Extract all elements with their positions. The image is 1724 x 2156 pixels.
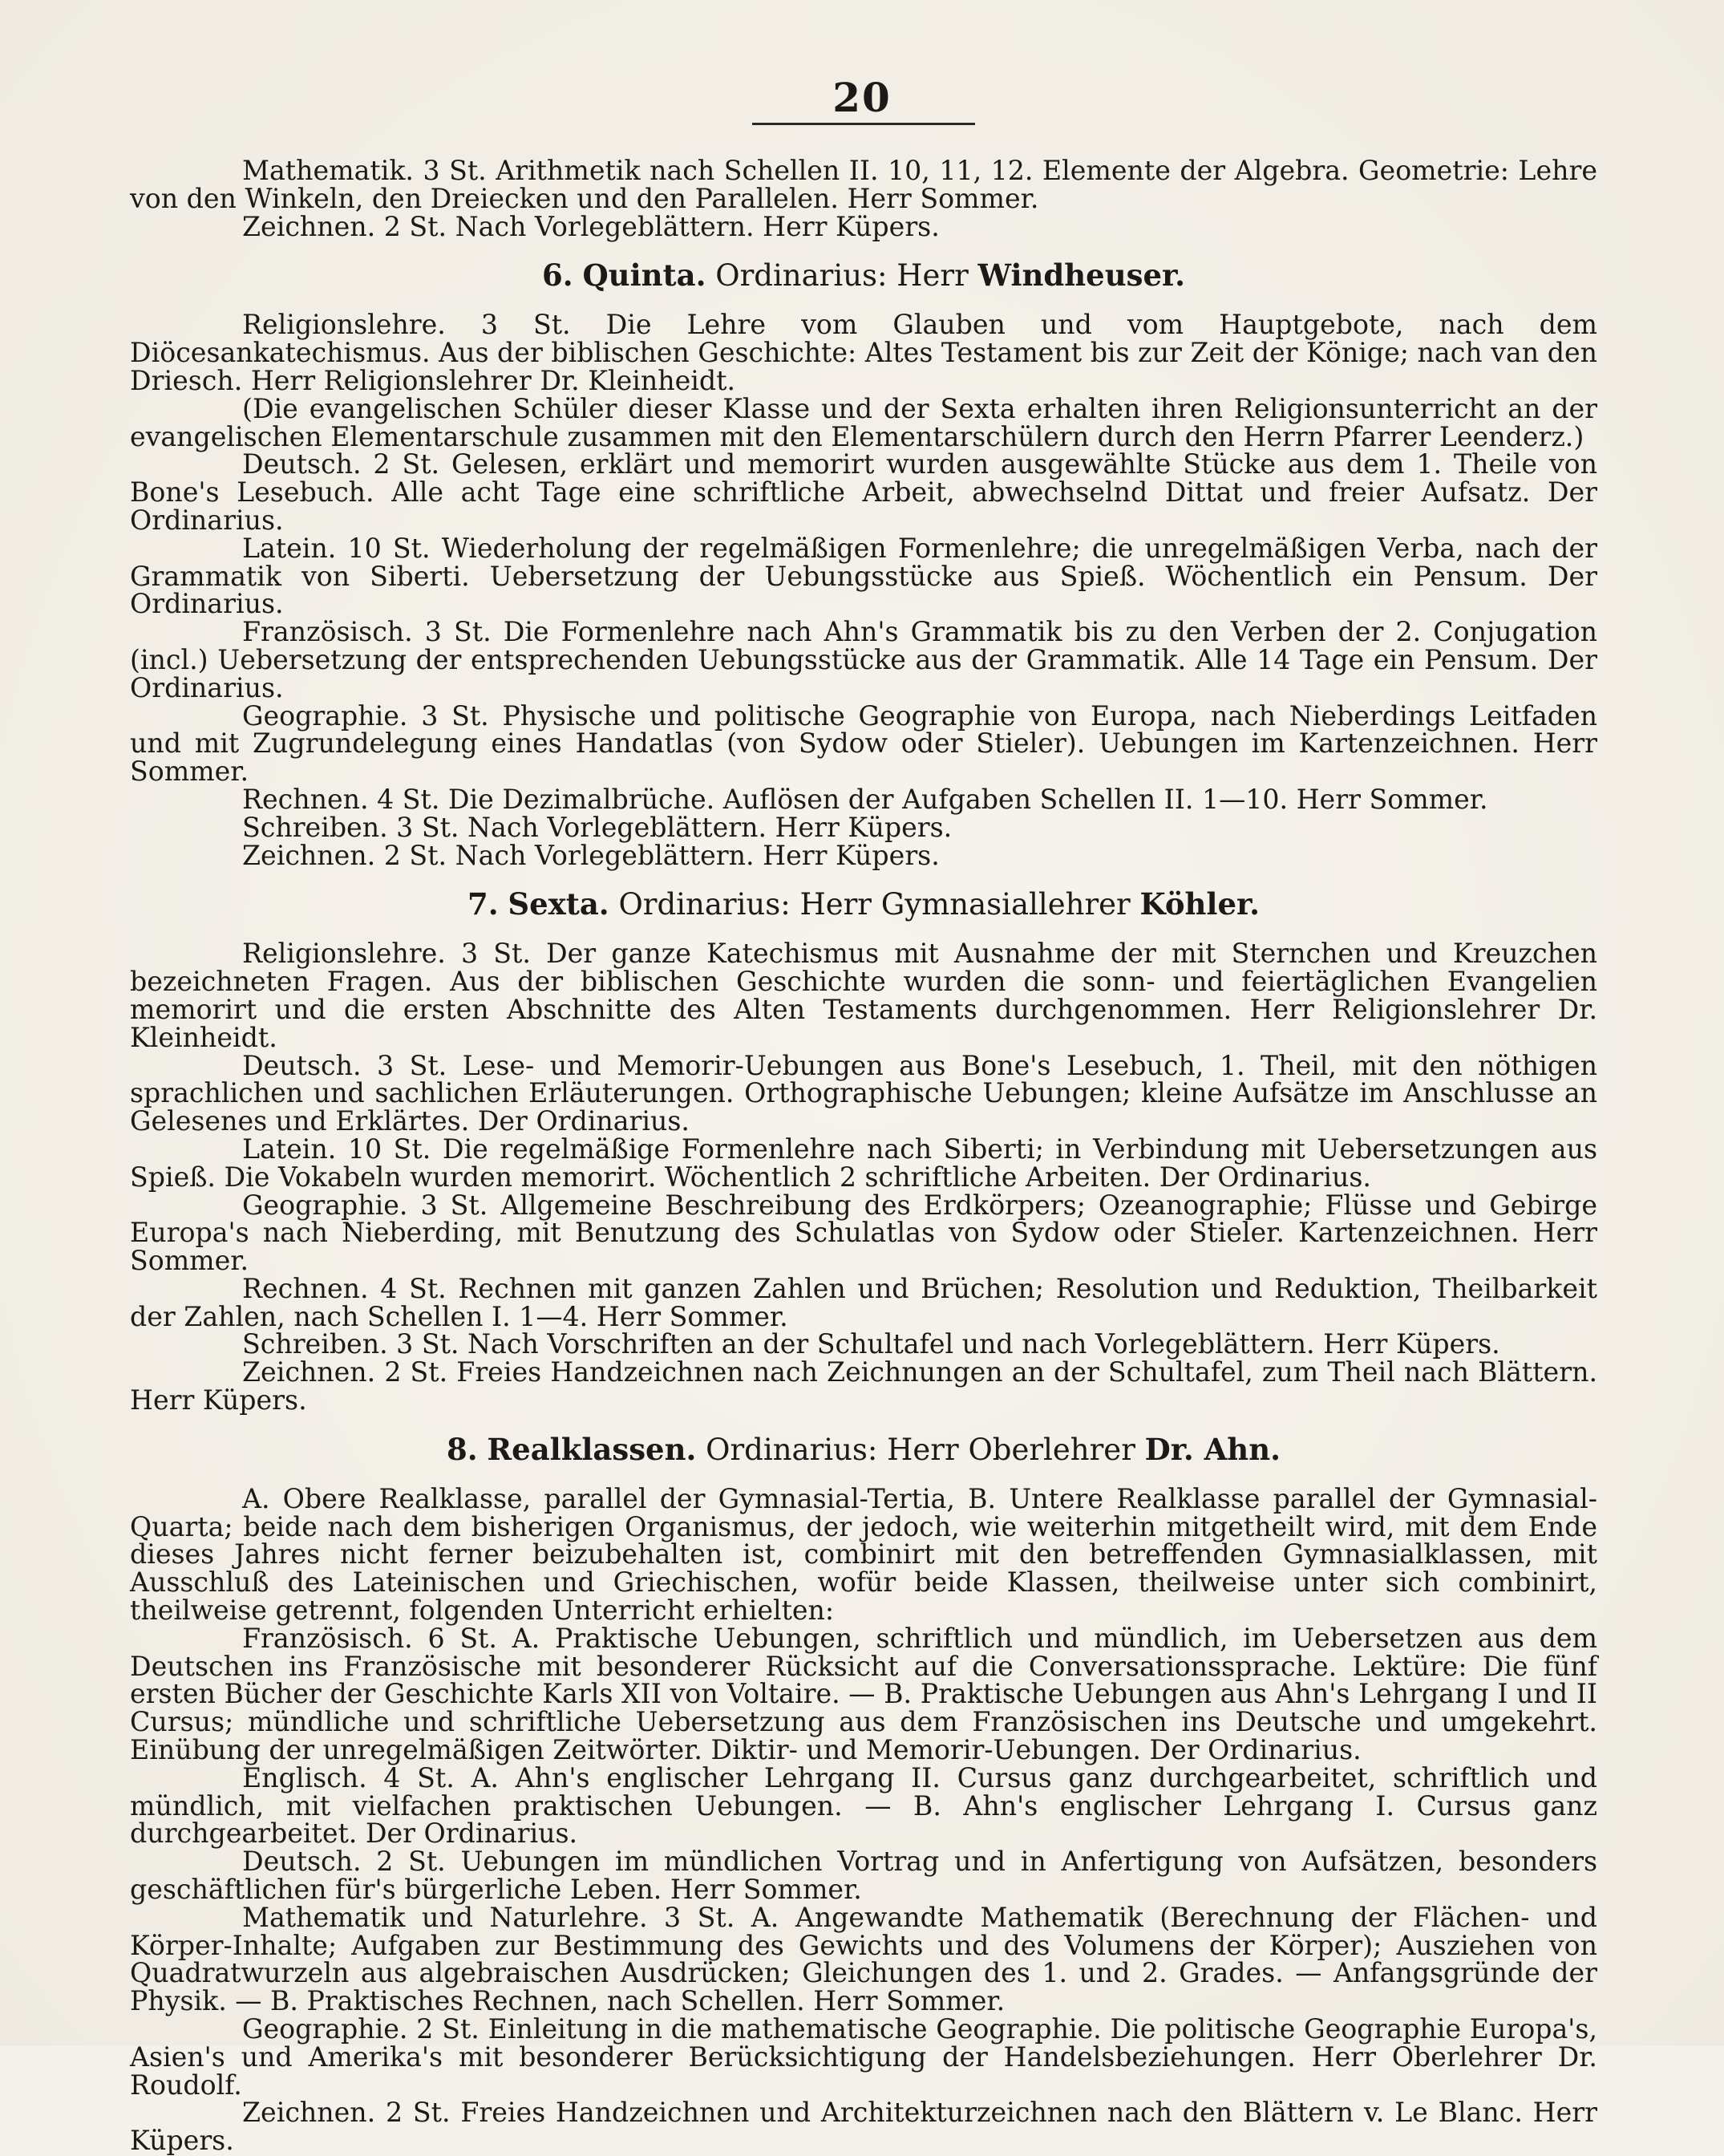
section-ordinarius: Ordinarius: Herr Gymnasiallehrer: [618, 887, 1131, 922]
section-heading-sexta: [130, 888, 1597, 921]
paragraph: Französisch. 3 St. Die Formenlehre nach Ahn's Grammatik bis zu den Verben der 2. Conjugation (incl.) Uebersetzung der entsprechenden Uebungsstücke aus der Grammatik. Alle 14 Tage ein Pensum. Der Ordinarius.: [130, 616, 1597, 703]
paragraph: Französisch. 6 St. A. Praktische Uebungen, schriftlich und mündlich, im Uebersetzen aus dem Deutschen ins Französische mit besonderer Rücksicht auf die Conversationssprache. Lektüre: Die fünf ersten Bücher der Geschichte Karls XII von Voltaire. — B. Praktische Uebungen aus Ahn's Lehrgang I und II Cursus; mündliche und schriftliche Uebersetzung aus dem Französischen ins Deutsche und umgekehrt. Einübung der unregelmäßigen Zeitwörter. Diktir- und Memorir-Uebungen. Der Ordinarius.: [130, 1622, 1597, 1766]
section-title: Realklassen.: [487, 1431, 697, 1467]
section-number: 8.: [447, 1431, 478, 1467]
paragraph: (Die evangelischen Schüler dieser Klasse und der Sexta erhalten ihren Religionsunterricht an der evangelischen Elementarschule zusammen mit den Elementarschülern durch den Herrn Pfarrer Leenderz.): [130, 392, 1597, 452]
paragraph-top-zeichnen: Zeichnen. 2 St. Nach Vorlegeblättern. Herr Küpers.: [242, 210, 940, 242]
paragraph: Rechnen. 4 St. Rechnen mit ganzen Zahlen und Brüchen; Resolution und Reduktion, Theilbarkeit der Zahlen, nach Schellen I. 1—4. Herr Sommer.: [130, 1272, 1597, 1332]
paragraph: Religionslehre. 3 St. Der ganze Katechismus mit Ausnahme der mit Sternchen und Kreuzchen bezeichneten Fragen. Aus der biblischen Geschichte wurden die sonn- und feiertäglichen Evangelien memorirt und die ersten Abschnitte des Alten Testaments durchgenommen. Herr Religionslehrer Dr. Kleinheidt.: [130, 938, 1597, 1053]
paragraph: Latein. 10 St. Wiederholung der regelmäßigen Formenlehre; die unregelmäßigen Verba, nach der Grammatik von Siberti. Uebersetzung der Uebungsstücke aus Spieß. Wöchentlich ein Pensum. Der Ordinarius.: [130, 532, 1597, 620]
section-title: Quinta.: [582, 257, 706, 294]
paragraph: Deutsch. 2 St. Gelesen, erklärt und memorirt wurden ausgewählte Stücke aus dem 1. Theile von Bone's Lesebuch. Alle acht Tage eine schriftliche Arbeit, abwechselnd Dittat und freier Aufsatz. Der Ordinarius.: [130, 448, 1597, 536]
section-ordinarius-name: Windheuser.: [977, 257, 1185, 294]
paragraph: Schreiben. 3 St. Nach Vorlegeblättern. Herr Küpers.: [242, 811, 953, 843]
paragraph: Deutsch. 2 St. Uebungen im mündlichen Vortrag und in Anfertigung von Aufsätzen, besonders geschäftlichen für's bürgerliche Leben. Herr Sommer.: [130, 1846, 1597, 1906]
section-heading-realklassen: [130, 1433, 1597, 1466]
header-rule: [752, 123, 975, 125]
paragraph: Englisch. 4 St. A. Ahn's englischer Lehrgang II. Cursus ganz durchgearbeitet, schriftlich und mündlich, mit vielfachen praktischen Uebungen. — B. Ahn's englischer Lehrgang I. Cursus ganz durchgearbeitet. Der Ordinarius.: [130, 1761, 1597, 1850]
section-ordinarius-name: Dr. Ahn.: [1144, 1431, 1281, 1467]
page-number: 20: [832, 74, 892, 121]
section-number: 6.: [542, 257, 573, 294]
page-body: [130, 157, 1597, 2155]
paragraph: Rechnen. 4 St. Die Dezimalbrüche. Auflösen der Aufgaben Schellen II. 1—10. Herr Sommer.: [242, 783, 1488, 815]
section-ordinarius-name: Köhler.: [1139, 886, 1260, 922]
section-number: 7.: [467, 886, 499, 922]
paragraph: Geographie. 2 St. Einleitung in die mathematische Geographie. Die politische Geographie Europa's, Asien's und Amerika's mit besonderer Berücksichtigung der Handelsbeziehungen. Herr Oberlehrer Dr. Roudolf.: [130, 2013, 1597, 2101]
paragraph: Latein. 10 St. Die regelmäßige Formenlehre nach Siberti; in Verbindung mit Uebersetzungen aus Spieß. Die Vokabeln wurden memorirt. Wöchentlich 2 schriftliche Arbeiten. Der Ordinarius.: [130, 1133, 1597, 1193]
section-heading-quinta: [130, 259, 1597, 292]
paragraph: Religionslehre. 3 St. Die Lehre vom Glauben und vom Hauptgebote, nach dem Diöcesankatechismus. Aus der biblischen Geschichte: Altes Testament bis zur Zeit der Könige; nach van den Driesch. Herr Religionslehrer Dr. Kleinheidt.: [130, 309, 1597, 396]
paragraph: Geographie. 3 St. Allgemeine Beschreibung des Erdkörpers; Ozeanographie; Flüsse und Gebirge Europa's nach Nieberding, mit Benutzung des Schulatlas von Sydow oder Stieler. Kartenzeichnen. Herr Sommer.: [130, 1189, 1597, 1277]
paragraph: Zeichnen. 2 St. Freies Handzeichnen nach Zeichnungen an der Schultafel, zum Theil nach Blättern. Herr Küpers.: [130, 1356, 1597, 1416]
paragraph-top-mathematik: Mathematik. 3 St. Arithmetik nach Schellen II. 10, 11, 12. Elemente der Algebra. Geometrie: Lehre von den Winkeln, den Dreiecken und den Parallelen. Herr Sommer.: [130, 155, 1597, 214]
section-title: Sexta.: [508, 886, 609, 922]
paragraph: Schreiben. 3 St. Nach Vorschriften an der Schultafel und nach Vorlegeblättern. Herr Küpers.: [242, 1328, 1500, 1360]
paragraph: Mathematik und Naturlehre. 3 St. A. Angewandte Mathematik (Berechnung der Flächen- und Körper-Inhalte; Aufgaben zur Bestimmung des Gewichts und des Volumens der Körper); Ausziehen von Quadratwurzeln aus algebraischen Ausdrücken; Gleichungen des 1. und 2. Grades. — Anfangsgründe der Physik. — B. Praktisches Rechnen, nach Schellen. Herr Sommer.: [130, 1901, 1597, 2017]
paragraph: Geographie. 3 St. Physische und politische Geographie von Europa, nach Nieberdings Leitfaden und mit Zugrundelegung eines Handatlas (von Sydow oder Stieler). Uebungen im Kartenzeichnen. Herr Sommer.: [130, 699, 1597, 788]
paragraph: A. Obere Realklasse, parallel der Gymnasial-Tertia, B. Untere Realklasse parallel der Gymnasial-Quarta; beide nach dem bisherigen Organismus, der jedoch, wie weiterhin mitgetheilt wird, mit dem Ende dieses Jahres nicht ferner beizubehalten ist, combinirt mit den betreffenden Gymnasialklassen, mit Ausschluß des Lateinischen und Griechischen, wofür beide Klassen, theilweise unter sich combinirt, theilweise getrennt, folgenden Unterricht erhielten:: [130, 1482, 1597, 1627]
section-ordinarius: Ordinarius: Herr Oberlehrer: [706, 1432, 1135, 1467]
paragraph: Zeichnen. 2 St. Nach Vorlegeblättern. Herr Küpers.: [242, 839, 940, 871]
paragraph: Deutsch. 3 St. Lese- und Memorir-Uebungen aus Bone's Lesebuch, 1. Theil, mit den nöthigen sprachlichen und sachlichen Erläuterungen. Orthographische Uebungen; kleine Aufsätze im Anschlusse an Gelesenes und Erklärtes. Der Ordinarius.: [130, 1049, 1597, 1137]
section-ordinarius: Ordinarius: Herr: [715, 258, 969, 294]
paragraph: Zeichnen. 2 St. Freies Handzeichnen und Architekturzeichnen nach den Blättern v. Le Blanc. Herr Küpers.: [130, 2097, 1597, 2156]
